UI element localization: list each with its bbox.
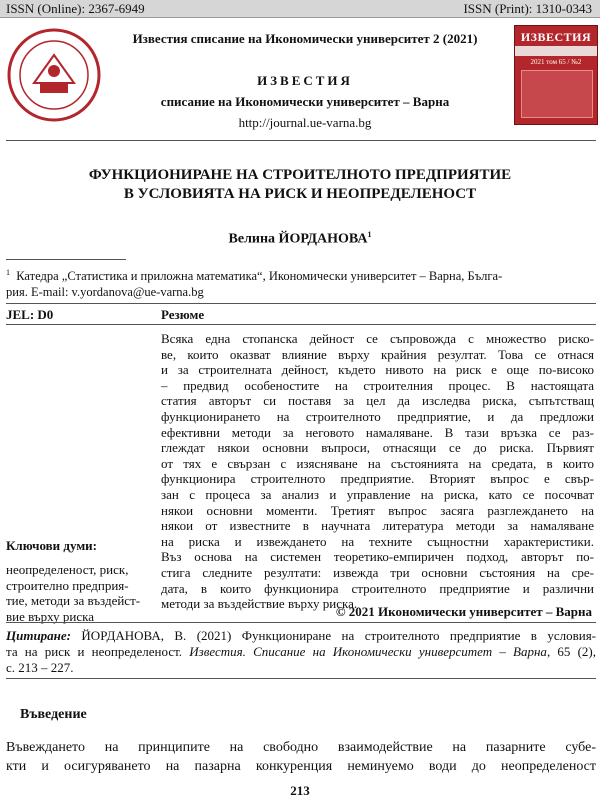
text-line: глеждат някои основни въпроси, отнасящи се до риска. Първият — [161, 440, 594, 456]
text-line: ве, които оказват влияние върху крайния резултат. Това се отнася — [161, 346, 594, 362]
text-line: статия авторът си поставя за цел да изследва риска, съпътстващ — [161, 393, 594, 409]
keyword-line: строително предприя- — [6, 577, 129, 593]
text-line: от тях е свързан с изясняване на състоянията на средата, в които — [161, 455, 594, 471]
cover-art — [521, 70, 593, 118]
author-name: Велина ЙОРДАНОВА — [228, 231, 368, 247]
text-line: Въз основа на системен теоретико-емпиричен подход, авторът по- — [161, 549, 594, 565]
footnote-line: Катедра „Статистика и приложна математика“, Икономически университет – Варна, Бълга- — [16, 269, 503, 284]
text-line: дата, в които функционира строителното предприятие и различни — [161, 580, 594, 596]
section-heading: Въведение — [20, 707, 87, 722]
keywords-heading: Ключови думи: — [6, 538, 98, 553]
text-line: на риска и извеждането на техните същностни характеристики. — [161, 533, 594, 549]
article-title — [20, 166, 580, 204]
issn-bar — [0, 0, 600, 18]
text-line: функционира строителното предприятие. Вторият въпрос е свър- — [161, 471, 594, 487]
text-line: някои основни моменти. Третият въпрос засяга разглеждането на — [161, 502, 594, 518]
text-line: функционирането на строителното предприятие, и да предложи — [161, 408, 594, 424]
citation-pages: с. 213 – 227. — [6, 660, 74, 675]
cover-title: ИЗВЕСТИЯ — [520, 30, 592, 44]
keyword-line: вие върху риска — [6, 608, 95, 624]
intro-text — [6, 738, 596, 776]
text-line: ефективни методи за неговото намаляване. В тази връзка се раз- — [161, 424, 594, 440]
header-divider — [6, 140, 596, 141]
citation-journal: Известия. Списание на Икономически университет – Варна — [189, 644, 547, 659]
abstract-heading: Резюме — [161, 307, 205, 322]
jel-code: JEL: D0 — [6, 307, 54, 322]
issn-online: ISSN (Online): 2367-6949 — [6, 1, 145, 16]
title-line: В УСЛОВИЯТА НА РИСК И НЕОПРЕДЕЛЕНОСТ — [123, 186, 477, 202]
cover-band — [515, 46, 597, 56]
abstract-top-rule — [6, 303, 596, 304]
text-line: методи за въздействие върху риска. — [161, 596, 358, 612]
abstract-heading-rule — [6, 324, 596, 325]
citation — [6, 628, 596, 676]
citation-label: Цитиране: — [6, 628, 71, 643]
university-seal-icon — [6, 27, 102, 123]
journal-line: Известия списание на Икономически университет 2 (2021) — [132, 31, 478, 46]
footnote-rule — [6, 259, 126, 260]
cover-volume: 2021 том 65 / №2 — [530, 58, 582, 66]
text-line: Въвеждането на принципите на свободно взаимодействие на пазарните субе- — [6, 740, 596, 755]
citation-bottom-rule — [6, 678, 596, 679]
journal-cover — [514, 25, 598, 125]
author-mark: 1 — [367, 230, 372, 239]
text-line: кти и осигуряването на пазарна конкуренция неминуемо води до неопределеност — [6, 759, 596, 774]
journal-caps: ИЗВЕСТИЯ — [257, 73, 353, 88]
author — [0, 230, 600, 248]
text-line: зан с процеса за анализ и управление на риска, като се посочват — [161, 486, 594, 502]
text-line: – предвид особеностите на строителния процес. В настоящата — [161, 377, 594, 393]
footnote — [6, 265, 596, 300]
text-line: и за строителната дейност, където нивото на риск е още по-високо — [161, 362, 594, 378]
citation-volume: , 65 (2), — [546, 644, 596, 659]
text-line: стига следните резултати: извежда три основни състояния на сре- — [161, 564, 594, 580]
keyword-line: неопределеност, риск, — [6, 562, 129, 577]
text-line: Всяка една стопанска дейност се съпровожда с множество риско- — [161, 331, 594, 346]
citation-text: та на риск и неопределеност. — [6, 644, 183, 659]
citation-top-rule — [6, 622, 596, 623]
keyword-line: тие, методи за въздейст- — [6, 593, 141, 609]
journal-subtitle: списание на Икономически университет – Варна — [160, 94, 450, 109]
footnote-line: рия. E-mail: v.yordanova@ue-varna.bg — [6, 285, 204, 300]
keywords — [6, 562, 154, 624]
copyright: © 2021 Икономически университет – Варна — [335, 604, 592, 619]
title-line: ФУНКЦИОНИРАНЕ НА СТРОИТЕЛНОТО ПРЕДПРИЯТИЕ — [88, 167, 512, 183]
text-line: някои от известните в научната литература методи за намаляване — [161, 518, 594, 534]
page-number: 213 — [290, 783, 310, 798]
journal-url[interactable]: http://journal.ue-varna.bg — [238, 115, 372, 130]
citation-line: ЙОРДАНОВА, В. (2021) Функциониране на строителното предприятие в условия- — [81, 628, 596, 643]
issn-print: ISSN (Print): 1310-0343 — [463, 1, 592, 16]
abstract-text — [161, 331, 594, 612]
footnote-mark: 1 — [6, 268, 10, 277]
